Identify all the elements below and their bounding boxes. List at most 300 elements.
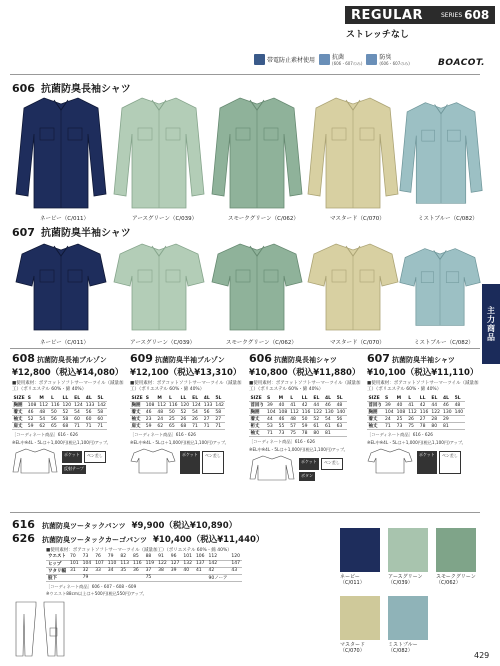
product-price: ¥9,900（税込¥10,890） [131,521,238,531]
size-cell: 112 [39,402,48,408]
size-cell: 首回り [250,403,264,408]
size-cell [93,574,106,581]
product-fabric: ■使用素材：ポアコットソフトサーマーツイル（減量加工）（ポリエステル 60%・綿 40%） [12,381,124,392]
size-cell: 91 [156,553,169,560]
size-cell [68,574,81,581]
size-cell: 着丈 [12,409,26,416]
size-cell: 39 [169,567,182,574]
size-cell: 53 [266,423,278,430]
size-cell: 142 [97,402,106,408]
size-cell: 54 [73,409,85,416]
color-caption: アースグリーン（C/039） [132,216,198,222]
product-609 [130,352,246,474]
table-row [12,409,107,416]
size-table [12,395,107,430]
size-cell [118,574,131,581]
table-row [46,567,242,574]
size-cell: 81 [441,423,453,430]
antistatic-icon [254,54,265,65]
size-cell: 81 [323,430,335,437]
size-cell: 25 [395,416,407,423]
size-cell: 26 [407,416,419,423]
size-cell: 113 [120,561,129,566]
size-cell: 124 [74,402,83,408]
size-cell: 107 [95,561,104,566]
pants-size-table [46,553,242,582]
size-cell: 75 [144,574,157,581]
size-cell [156,574,169,581]
size-cell: 26 [179,416,191,423]
size-header: 4L [84,395,96,402]
size-cell: 56 [202,409,214,416]
size-cell: 116 [301,409,311,415]
size-cell: 39 [384,402,396,409]
size-cell: 65 [167,423,179,430]
feature-tag: ポケット [180,451,200,474]
size-header: S [384,395,396,402]
size-cell: 142 [207,560,230,567]
section-number: 607 [12,226,35,239]
size-header: 4L [323,395,335,402]
size-header: LL [61,395,73,402]
size-cell: 33 [93,567,106,574]
size-cell: 44 [430,402,442,409]
size-header: L [289,395,301,402]
pants-line-drawing [12,600,70,658]
coordinate-note: ［コーディネート商品］616・626 [367,432,433,437]
size-cell: 54 [323,416,335,423]
size-cell: 48 [289,416,301,423]
size-cell: 73 [81,553,94,560]
size-cell: 袖丈 [130,416,144,423]
size-cell: 108 [278,409,288,415]
size-note: ※EL中※4L・5Lは＋1,000円(税込1,100円)アップ。 [12,439,111,445]
product-number: 606 [249,352,272,365]
size-cell: 41 [289,402,301,409]
size-cell: 40 [395,402,407,409]
size-cell: 122 [313,409,322,415]
size-cell: 61 [323,423,335,430]
product-price: ¥10,800（税込¥11,880） [249,368,361,378]
size-cell: 70 [68,553,81,560]
size-cell: 127 [170,561,180,566]
size-cell: 39 [266,402,278,409]
size-note: ※EL中※4L・5Lは＋1,000円(税込1,100円)アップ。 [249,446,348,452]
size-header: 5L [214,395,226,402]
table-row [367,409,465,416]
color-caption: ネービー（C/011） [40,216,89,222]
color-caption: ネービー（C/011） [40,340,89,346]
size-cell: 54 [191,409,203,416]
section-name: 抗菌防臭長袖シャツ [40,84,131,95]
shirt-606-navy [14,94,108,212]
size-cell: 124 [192,402,201,408]
shirt-607-smoke-green [210,240,304,334]
feature-antibacterial [319,52,362,67]
size-table [130,395,225,430]
size-cell: 40 [277,402,289,409]
size-cell: 44 [266,416,278,423]
table-row [130,416,225,423]
size-cell: 112 [290,409,299,415]
swatch-caption: マスタード （C/070） [340,642,366,654]
size-cell: 60 [73,416,85,423]
size-header: M [156,395,168,402]
brand-logo: BOACOT. [438,58,485,68]
product-header [12,352,128,365]
size-cell: 130 [324,409,334,415]
table-row [249,416,347,423]
swatch-earth-green [388,528,428,572]
size-cell: 73 [395,423,407,430]
size-cell: 104 [82,561,92,566]
size-cell: 48 [156,409,168,416]
size-cell [181,574,194,581]
size-cell: 27 [214,416,226,423]
size-cell: 132 [183,561,192,566]
size-cell: 40 [181,567,194,574]
size-cell: 46 [144,409,156,416]
product-606 [249,352,365,481]
size-cell: 58 [214,409,226,416]
size-cell: 27 [202,416,214,423]
size-cell: ウエスト [48,554,66,560]
product-607 [367,352,483,474]
size-cell: 88 [144,553,157,560]
stretch-subtitle: ストレッチなし [346,30,409,40]
size-cell: 62 [38,423,50,430]
feature-tag: ペン差し [439,451,461,474]
table-row [130,423,225,430]
size-table [249,395,347,437]
size-cell: 110 [107,561,117,566]
product-name: 抗菌防臭半袖シャツ [391,356,455,364]
size-cell: 68 [179,423,191,430]
size-cell: 104 [267,409,276,415]
pants-626 [12,532,264,545]
size-cell: 34 [106,567,119,574]
size-cell: 42 [418,402,430,409]
size-cell: 140 [336,409,346,415]
pants-size-block [46,547,304,597]
size-cell: 56 [84,409,96,416]
size-cell: 46 [441,402,453,409]
feature-sub: (606・607のみ) [379,61,410,66]
size-cell: 68 [61,423,73,430]
size-header: L [407,395,419,402]
size-cell: 142 [215,402,224,408]
feature-tags [180,451,240,474]
product-name: 抗菌防臭長袖ブルゾン [36,356,107,364]
product-number: 609 [130,352,153,365]
side-category-tab[interactable]: 主力商品 [482,284,500,364]
feature-icons [254,52,410,67]
size-cell: 133 [203,402,213,408]
size-cell: 41 [194,567,207,574]
size-cell: 71 [384,423,396,430]
feature-tag: ポケット [299,458,319,470]
deodorant-icon [366,54,377,65]
feature-tag: ポケット [62,451,82,463]
size-header: M [38,395,50,402]
jacket-line-drawing [12,448,58,474]
series-number: 608 [464,8,490,22]
color-caption: ミストブルー（C/082） [414,340,474,346]
size-cell: 袖丈 [367,423,384,430]
table-row [46,560,242,567]
size-cell: 75 [289,430,301,437]
size-cell: 43 [229,567,242,574]
size-cell: 80 [312,430,324,437]
size-cell: 55 [277,423,289,430]
size-cell: 24 [156,416,168,423]
table-row [130,402,225,409]
size-cell: 108 [27,402,37,408]
size-cell: 48 [335,402,347,409]
size-cell: 42 [300,402,312,409]
size-cell: 71 [84,423,96,430]
size-cell: 46 [26,409,38,416]
size-cell: 112 [207,553,230,560]
product-fabric: ■使用素材：ポアコットソフトサーマーツイル（減量加工）（ポリエステル 60%・綿 40%） [249,381,361,392]
size-cell: 首回り [368,403,382,408]
size-cell: 90ノーア [208,575,228,581]
size-cell: 120 [62,402,72,408]
section-divider [10,512,480,513]
table-row [249,409,347,416]
size-cell: 52 [312,416,324,423]
size-cell: 63 [335,423,347,430]
feature-deodorant [366,52,409,67]
size-cell: 60 [84,416,96,423]
size-cell [106,574,119,581]
size-cell: 26 [191,416,203,423]
size-cell: 71 [96,423,108,430]
size-table [367,395,465,430]
feature-label: 帯電防止素材使用 [267,57,316,64]
feature-tag: ポケット [417,451,437,474]
header-divider [10,74,480,75]
size-cell: 胸囲 [130,402,144,409]
feature-label: 抗菌 [332,54,345,61]
size-cell: 48 [453,402,465,409]
size-cell: 137 [195,561,205,566]
size-cell: 27 [418,416,430,423]
size-cell: 78 [300,430,312,437]
size-cell: 59 [26,423,38,430]
size-cell: ヒップ [46,560,68,567]
shirt-line-drawing [367,448,413,474]
color-caption: マスタード（C/070） [330,216,385,222]
coordinate-note: ［コーディネート商品］616・626 [130,432,196,437]
size-cell: 46 [323,402,335,409]
size-cell: 31 [68,567,81,574]
feature-label: 防臭 [379,54,392,61]
swatch-caption: アースグリーン （C/039） [388,574,423,586]
product-price: ¥10,400（税込¥11,440） [153,535,265,545]
size-cell: 52 [61,409,73,416]
section-607-title [12,224,131,239]
product-number: 616 [12,518,35,531]
size-cell: 46 [277,416,289,423]
section-number: 606 [12,82,35,95]
size-cell: ワタリ幅 [46,567,68,574]
size-header: SIZE [13,395,25,401]
size-cell: 76 [93,553,106,560]
swatch-caption: ミストブルー （C/082） [388,642,418,654]
size-cell: 60 [96,416,108,423]
size-cell [131,574,144,581]
feature-tags [62,451,122,474]
product-name: 抗菌防臭長袖シャツ [273,356,337,364]
size-note: ※EL中※4L・5Lは＋1,000円(税込1,100円)アップ。 [367,439,466,445]
size-cell: 108 [396,409,406,415]
feature-tags [417,451,477,474]
product-number: 607 [367,352,390,365]
shirt-line-drawing [249,455,295,481]
size-cell: 130 [442,409,452,415]
size-cell: 122 [431,409,440,415]
size-cell: 胸囲 [249,409,266,416]
coordinate-note: ［コーディネート商品］616・626 [12,432,78,437]
size-cell: 122 [158,561,167,566]
series-badge [345,6,495,24]
color-caption: スモークグリーン（C/062） [228,216,299,222]
size-cell: 59 [300,423,312,430]
shirt-607-navy [14,240,108,334]
table-row [12,423,107,430]
size-header: SIZE [367,395,384,402]
size-cell: 35 [118,567,131,574]
shirt-606-mustard [306,94,400,212]
pants-fabric: ■使用素材：ポアコットソフトサーマーツイル（減量加工）（ポリエステル 60%・綿 40%） [46,548,232,553]
table-row [367,423,465,430]
color-caption: スモークグリーン（C/062） [226,340,297,346]
size-cell: 80 [430,423,442,430]
size-note: ※EL中※4L・5Lは＋1,000円(税込1,100円)アップ。 [130,439,229,445]
size-cell: 袖丈 [12,416,26,423]
size-cell: 112 [408,409,417,415]
size-cell: 56 [335,416,347,423]
size-cell: 133 [85,402,95,408]
swatch-caption: スモークグリーン （C/062） [436,574,476,586]
series-prefix: SERIES [440,11,463,19]
shirt-606-smoke-green [210,94,304,212]
size-cell: 胸囲 [12,402,26,409]
size-cell: 36 [131,567,144,574]
product-price: ¥12,100（税込¥13,310） [130,368,242,378]
product-number: 626 [12,532,35,545]
size-cell [335,430,347,437]
size-cell: 108 [145,402,155,408]
size-cell: 肩丈 [130,423,144,430]
size-header: EL [430,395,442,402]
table-row [367,402,465,409]
size-cell: 42 [207,567,230,574]
color-caption: マスタード（C/070） [330,340,385,346]
size-cell: 79 [81,574,94,581]
size-cell: 79 [106,553,119,560]
shirt-606-mist-blue [398,94,484,212]
product-header [249,352,365,365]
size-cell [229,574,242,581]
size-cell: 71 [266,430,278,437]
size-header: EL [73,395,85,402]
table-row [130,409,225,416]
size-header: LL [418,395,430,402]
size-cell: 50 [300,416,312,423]
size-cell: 71 [214,423,226,430]
shirt-607-mustard [306,240,400,334]
pants-coordinate-note: ［コーディネート商品］606・607・608・609 [46,583,137,589]
table-row [12,402,107,409]
size-cell: 71 [202,423,214,430]
size-cell: 61 [312,423,324,430]
size-cell: 胸囲 [367,409,384,416]
size-cell: 股下 [46,574,68,581]
color-caption: アースグリーン（C/039） [130,340,196,346]
table-row [367,416,465,423]
size-cell: 71 [73,423,85,430]
table-row [249,423,347,430]
size-cell: 50 [167,409,179,416]
size-header: LL [300,395,312,402]
size-cell: 112 [157,402,166,408]
size-cell [453,423,465,430]
table-row [46,574,242,581]
product-header [367,352,483,365]
shirt-607-mist-blue [398,240,482,334]
size-cell: 50 [49,409,61,416]
size-cell: 101 [183,553,192,559]
size-header: M [277,395,289,402]
swatch-caption: ネービー （C/011） [340,574,365,586]
size-cell: 袖丈 [249,430,266,437]
section-divider [10,348,480,349]
pants-size-note: ※ウエスト88cm以上は＋500円(税込550円)アップ。 [46,591,147,596]
size-cell: 56 [49,416,61,423]
size-header: 5L [96,395,108,402]
product-price: ¥12,800（税込¥14,080） [12,368,124,378]
feature-sub: (606・607のみ) [332,61,363,66]
size-cell: 116 [50,402,60,408]
section-name: 抗菌防臭半袖シャツ [40,228,131,239]
size-cell: 116 [419,409,429,415]
size-cell: 116 [132,561,142,566]
size-cell: 38 [156,567,169,574]
size-cell: 119 [145,561,155,566]
swatch-mustard [340,596,380,640]
size-cell [453,416,465,423]
size-cell: 28 [430,416,442,423]
size-cell: 29 [441,416,453,423]
size-cell: 58 [61,416,73,423]
size-cell: 147 [231,561,240,566]
size-cell: 104 [385,409,394,415]
size-header: EL [191,395,203,402]
table-row [46,553,242,560]
size-cell: 62 [156,423,168,430]
feature-tag: ペン差し [84,451,106,463]
feature-tag: 反射テープ [62,465,86,475]
product-fabric: ■使用素材：ポアコットソフトサーマーツイル（減量加工）（ポリエステル 60%・綿 40%） [367,381,479,392]
size-cell: 82 [118,553,131,560]
swatch-smoke-green [436,528,476,572]
coordinate-note: ［コーディネート商品］616・626 [249,439,315,444]
size-cell: 肩丈 [12,423,26,430]
product-name: 抗菌防臭半袖ブルゾン [154,356,225,364]
size-header: SIZE [249,395,266,402]
